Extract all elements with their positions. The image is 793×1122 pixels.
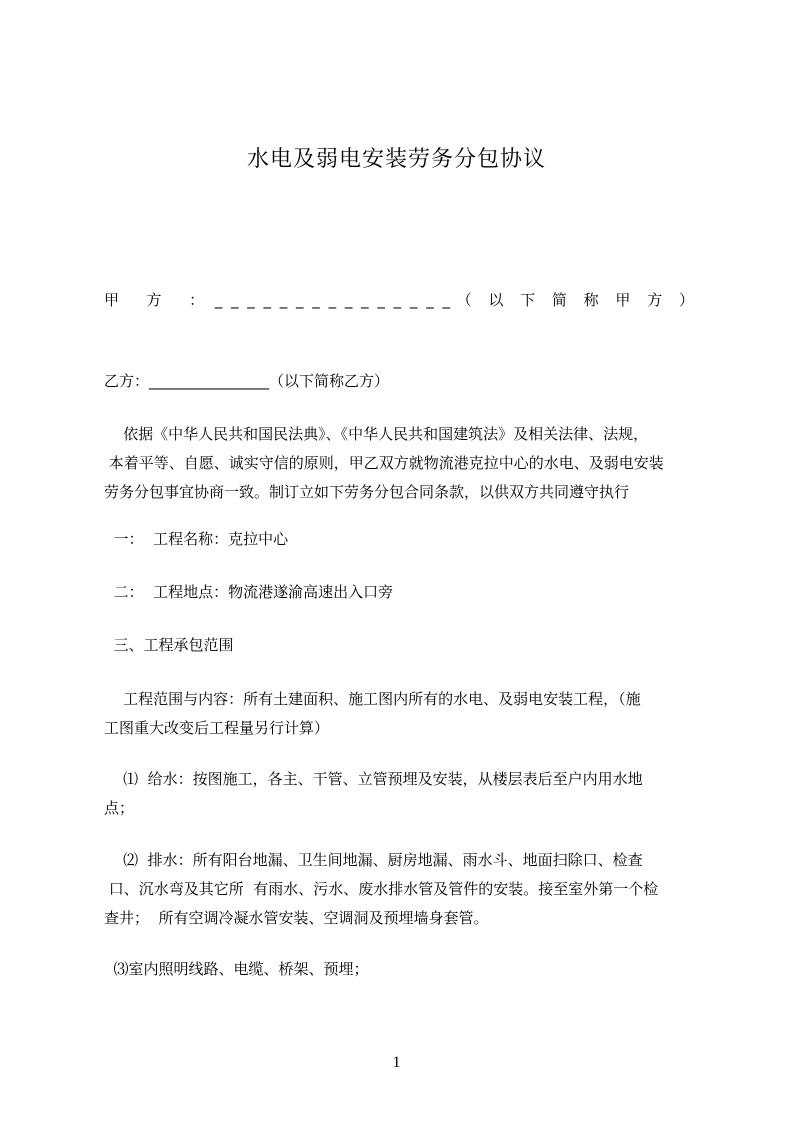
water-supply-line: 点； (104, 799, 135, 817)
intro-line: 本着平等、自愿、诚实守信的原则，甲乙双方就物流港克拉中心的水电、及弱电安装 (104, 454, 664, 472)
scope-line: 工程范围与内容：所有土建面积、施工图内所有的水电、及弱电安装工程，（施 (104, 690, 641, 708)
page-number: 1 (392, 1054, 401, 1071)
party-a-blank: _ _ _ _ _ _ _ _ _ _ _ _ _ _ _ (214, 291, 452, 309)
scope-paragraph (104, 685, 702, 743)
party-b-line: 乙方：________________（以下简称乙方） (104, 372, 390, 390)
lighting-line: ⑶室内照明线路、电缆、桥架、预埋； (104, 960, 369, 978)
drainage-paragraph (104, 846, 702, 933)
party-a-note: （ 以 下 简 称 甲 方 ） (456, 291, 700, 309)
item-project-name: 一： 工程名称：克拉中心 (104, 530, 289, 548)
intro-line: 劳务分包事宜协商一致。制订立如下劳务分包合同条款，以供双方共同遵守执行 (104, 483, 630, 501)
intro-line: 依据《中华人民共和国民法典》、《中华人民共和国建筑法》及相关法律、法规， (104, 425, 649, 443)
drainage-line: 查井； 所有空调冷凝水管安装、空调洞及预埋墙身套管。 (104, 909, 489, 927)
item-scope-heading: 三、工程承包范围 (104, 636, 234, 654)
intro-paragraph (104, 420, 702, 507)
drainage-line: ⑵ 排水：所有阳台地漏、卫生间地漏、厨房地漏、雨水斗、地面扫除口、检查 (104, 851, 643, 869)
water-supply-line: ⑴ 给水：按图施工，各主、干管、立管预埋及安装，从楼层表后至户内用水地 (104, 770, 643, 788)
party-a-label: 甲 方 ： (104, 291, 211, 309)
scope-line: 工图重大改变后工程量另行计算） (104, 719, 330, 737)
water-supply-paragraph (104, 765, 702, 823)
party-a-line (104, 286, 700, 315)
item-project-location: 二： 工程地点：物流港遂渝高速出入口旁 (104, 583, 394, 601)
document-title: 水电及弱电安装劳务分包协议 (246, 147, 546, 172)
drainage-line: 口、沉水弯及其它所 有雨水、污水、废水排水管及管件的安装。接至室外第一个检 (104, 880, 659, 898)
